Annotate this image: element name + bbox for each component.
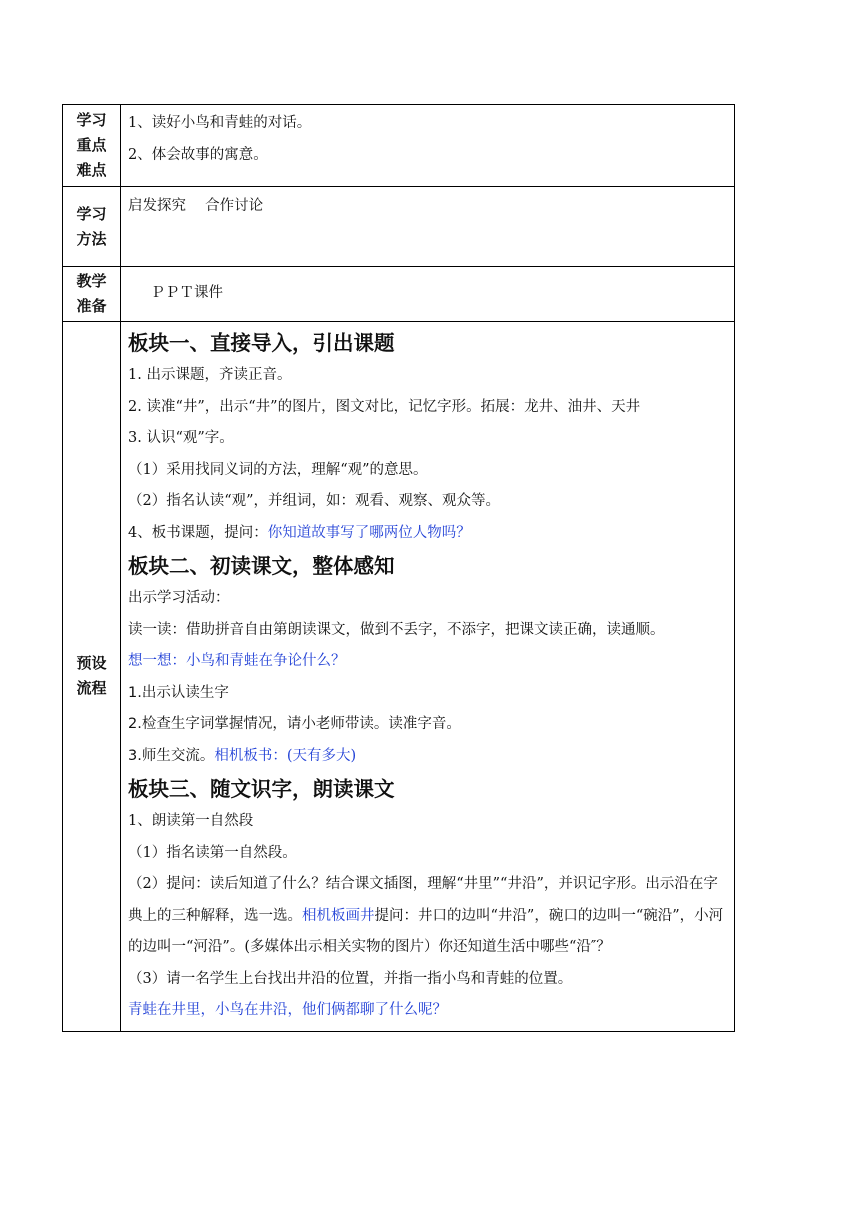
section1-line-2: 2. 读准“井”，出示“井”的图片，图文对比，记忆字形。拓展：龙井、油井、天井 [128, 398, 641, 415]
prep-text: ＰＰＴ课件 [136, 285, 223, 302]
section3-heading: 板块三、随文识字，朗读课文 [128, 777, 395, 801]
section2-line-6 [128, 741, 728, 773]
content-focus [121, 105, 735, 187]
section1-line-3: 3. 认识“观”字。 [128, 430, 234, 446]
section1-line-1: 1. 出示课题，齐读正音。 [128, 367, 292, 383]
section2-line-6-board: 相机板书：(天有多大) [214, 747, 357, 764]
section1-line-6-question: 你知道故事写了哪两位人物吗？ [267, 524, 471, 541]
label-focus [63, 105, 121, 187]
focus-item-2: 2、体会故事的寓意。 [128, 146, 268, 163]
section3-line-3-question: 提问：井口的边叫“井沿”，碗口的边叫一“碗沿”，小河的边叫一“河沿”。(多媒体出示相关实物的图片）你还知道生活中哪些“沿″？ [128, 907, 724, 955]
section2-line-3: 想一想：小鸟和青蛙在争论什么？ [128, 653, 346, 669]
section1-line-4: （1）采用找同义词的方法，理解“观”的意思。 [128, 461, 428, 478]
section1-heading: 板块一、直接导入，引出课题 [128, 331, 395, 355]
content-method [121, 187, 735, 267]
row-method [63, 187, 735, 267]
section2-line-4-text: 出示认读生字 [141, 684, 229, 701]
section2-line-1: 出示学习活动： [128, 590, 230, 606]
section2-line-5-number: 2. [128, 716, 142, 732]
row-flow [63, 322, 735, 1032]
lesson-plan-table [62, 104, 735, 1032]
row-prep [63, 267, 735, 322]
section3-line-3-text: （2）提问：读后知道了什么？结合课文插图，理解“井里”“井沿”，并识记字形。出示沿在字典上的三种解释，选一选。 [128, 876, 718, 924]
section2-line-5-text: 检查生字词掌握情况，请小老师带读。读准字音。 [141, 716, 461, 732]
label-prep-text: 教学 准备 [76, 272, 107, 315]
section3-line-3 [128, 869, 728, 964]
section3-line-2: （1）指名读第一自然段。 [128, 844, 297, 861]
section3-line-3-board: 相机板画井 [302, 907, 375, 924]
section3-line-4: （3）请一名学生上台找出井沿的位置，并指一指小鸟和青蛙的位置。 [128, 970, 573, 987]
section1-line-5: （2）指名认读“观”，并组词，如：观看、观察、观众等。 [128, 493, 501, 509]
section1-line-6 [128, 518, 728, 550]
section1-line-6-text: 4、板书课题，提问： [128, 524, 268, 541]
label-flow-text: 预设 流程 [76, 654, 107, 698]
label-flow [63, 322, 121, 1032]
section3-line-1: 1、朗读第一自然段 [128, 813, 254, 829]
label-prep [63, 267, 121, 322]
row-focus [63, 105, 735, 187]
content-flow [121, 322, 735, 1032]
section2-line-6-text: 师生交流。 [141, 747, 215, 764]
section2-line-4-number: 1. [128, 684, 142, 701]
section2-line-5 [128, 709, 728, 741]
section2-line-2: 读一读：借助拼音自由第朗读课文，做到不丢字，不添字，把课文读正确，读通顺。 [128, 621, 665, 638]
method-text: 启发探究 合作讨论 [128, 198, 264, 214]
section2-line-4 [128, 678, 728, 710]
content-prep [121, 267, 735, 322]
section3-line-5: 青蛙在井里，小鸟在井沿，他们俩都聊了什么呢？ [128, 1002, 447, 1018]
focus-item-1: 1、读好小鸟和青蛙的对话。 [128, 115, 312, 131]
section2-line-6-number: 3. [128, 747, 142, 764]
section2-heading: 板块二、初读课文，整体感知 [128, 554, 395, 578]
label-method [63, 187, 121, 267]
label-method-text: 学习 方法 [76, 204, 107, 248]
label-focus-text: 学习 重点 难点 [76, 111, 107, 179]
